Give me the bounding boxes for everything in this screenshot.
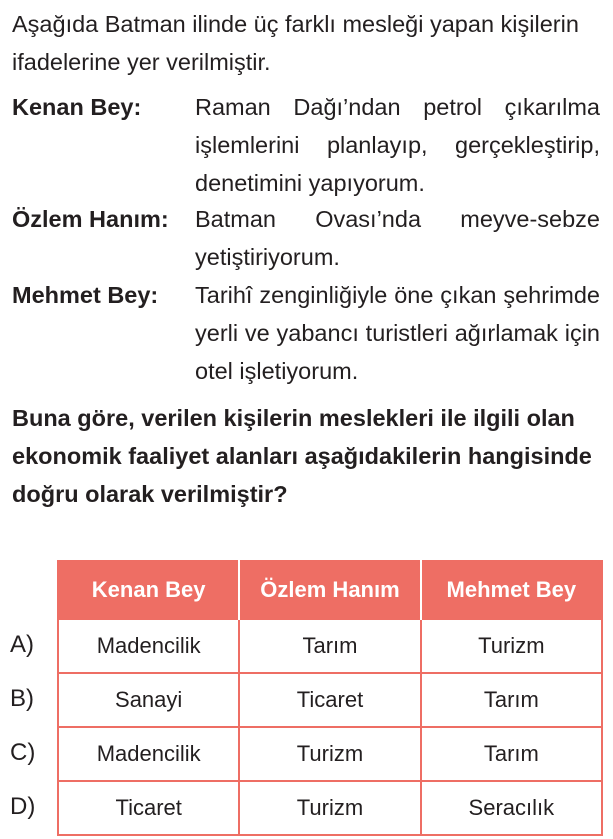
speaker-name: Özlem Hanım:: [12, 206, 169, 232]
speaker-statement: Raman Dağı’ndan petrol çıkarılma işlemlerini planlayıp, gerçekleştirip, denetimini yapıyorum.: [195, 94, 600, 196]
table-cell: Ticaret: [239, 673, 420, 727]
question-intro: Aşağıda Batman ilinde üç farklı mesleği yapan kişilerin ifadelerine yer verilmiştir.: [12, 11, 579, 75]
table-cell: Turizm: [239, 727, 420, 781]
table-cell: Madencilik: [58, 727, 239, 781]
column-header: Özlem Hanım: [239, 561, 420, 619]
option-letter-a[interactable]: A): [10, 631, 34, 658]
speaker-name: Kenan Bey:: [12, 94, 142, 120]
table-row[interactable]: [58, 619, 602, 673]
option-letter-c[interactable]: C): [10, 739, 36, 766]
speaker-statement: Batman Ovası’nda meyve-sebze yetiştiriyorum.: [195, 206, 600, 270]
speaker-mehmet: [12, 276, 602, 390]
table-row[interactable]: [58, 781, 602, 835]
table-cell: Turizm: [239, 781, 420, 835]
table-cell: Seracılık: [421, 781, 602, 835]
speaker-ozlem: [12, 200, 602, 276]
column-header: Mehmet Bey: [421, 561, 602, 619]
table-cell: Turizm: [421, 619, 602, 673]
table-cell: Ticaret: [58, 781, 239, 835]
table-cell: Madencilik: [58, 619, 239, 673]
table-row[interactable]: [58, 673, 602, 727]
table-cell: Tarım: [421, 673, 602, 727]
option-letter-b[interactable]: B): [10, 685, 34, 712]
table-row[interactable]: [58, 727, 602, 781]
table-header-row: [58, 561, 602, 619]
table-cell: Tarım: [239, 619, 420, 673]
speaker-kenan: [12, 88, 602, 202]
table-cell: Tarım: [421, 727, 602, 781]
answer-table: [57, 560, 603, 836]
speaker-statement: Tarihî zenginliğiyle öne çıkan şehrimde yerli ve yabancı turistleri ağırlamak için otel işletiyorum.: [195, 282, 600, 384]
question-stem: Buna göre, verilen kişilerin meslekleri ile ilgili olan ekonomik faaliyet alanları aşağıdakilerin hangisinde doğru olarak verilmiştir?: [12, 405, 592, 507]
option-letter-d[interactable]: D): [10, 793, 36, 820]
speaker-name: Mehmet Bey:: [12, 282, 159, 308]
table-cell: Sanayi: [58, 673, 239, 727]
column-header: Kenan Bey: [58, 561, 239, 619]
